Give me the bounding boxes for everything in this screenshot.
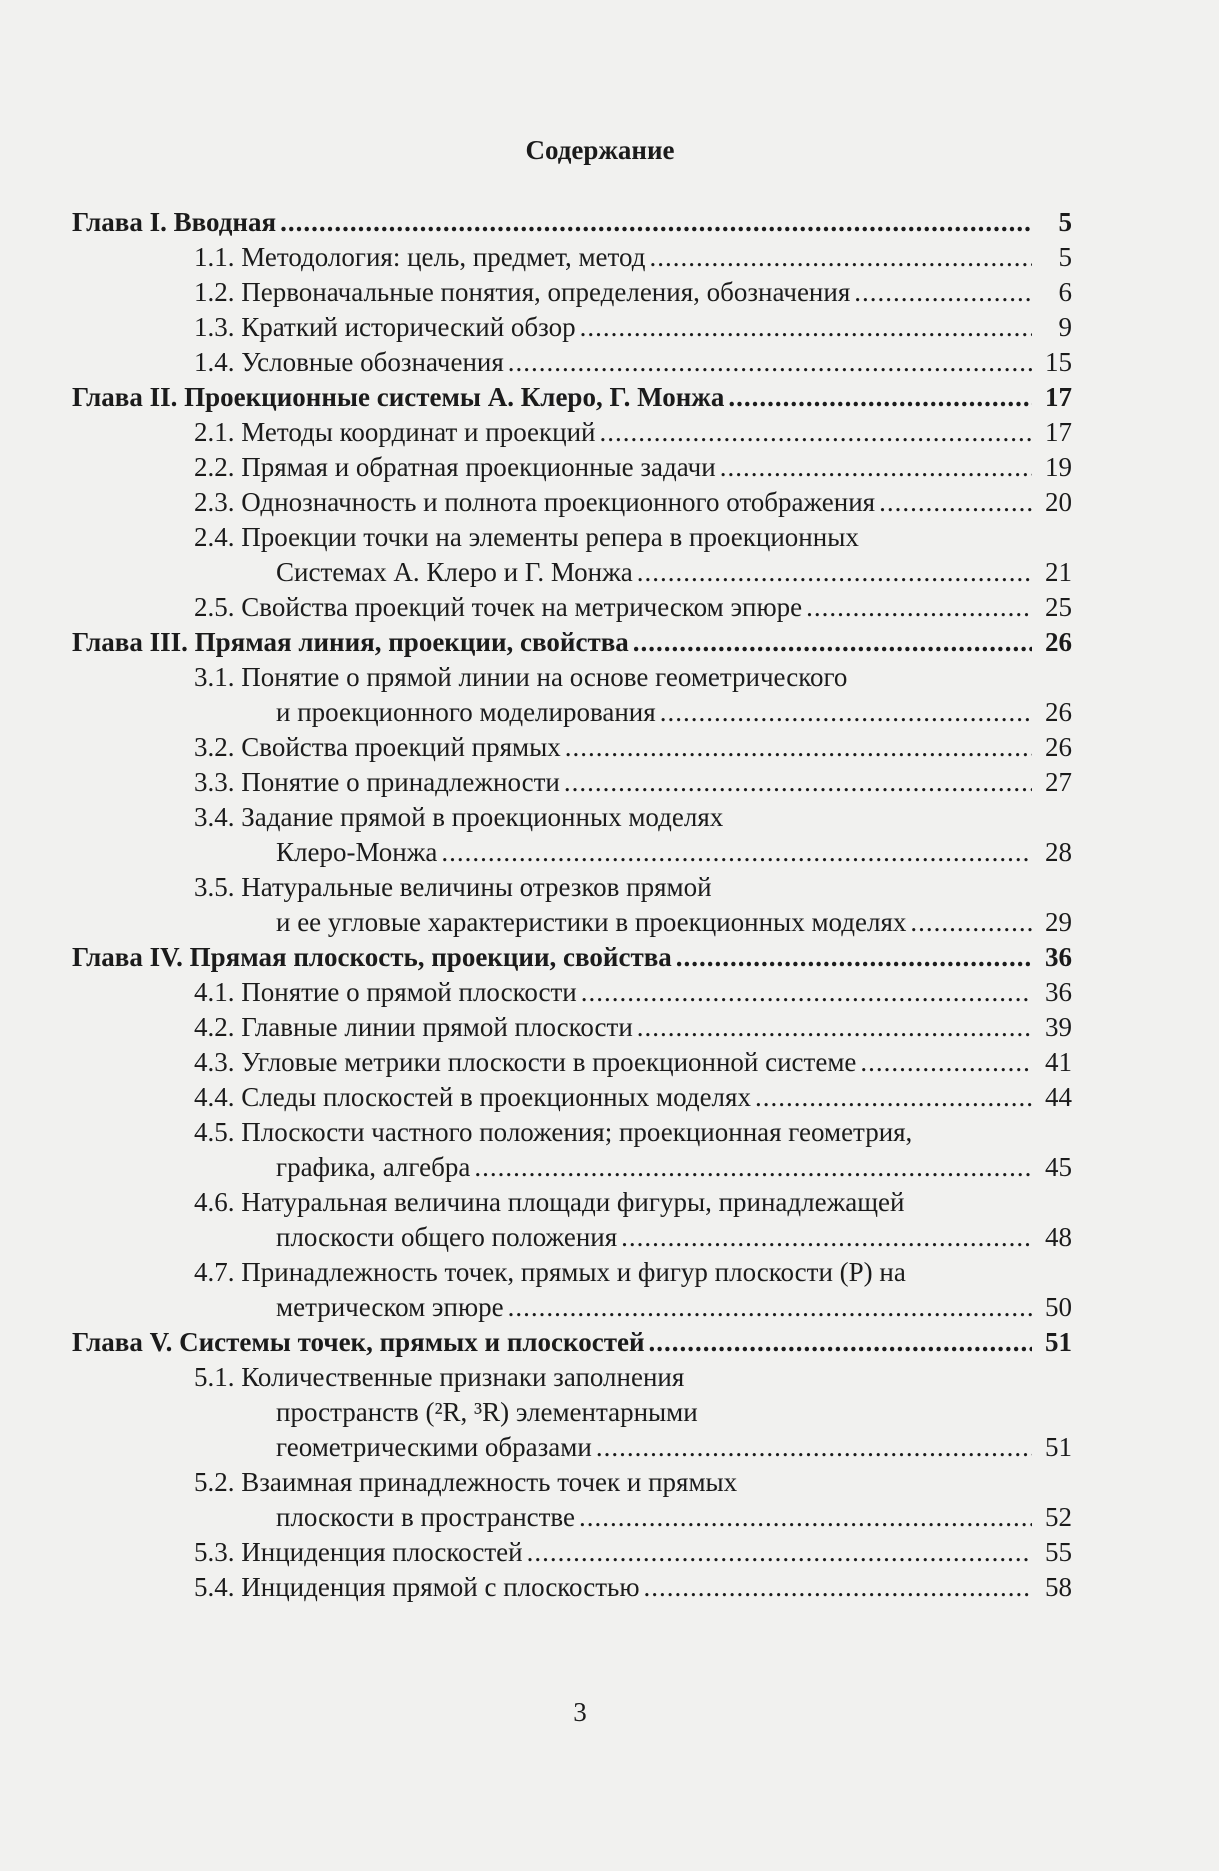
toc-section-entry [72, 520, 1072, 555]
toc-section-entry [72, 345, 1072, 380]
toc-page-number: 20 [1045, 487, 1072, 517]
toc-entry-label: 5.3. Инциденция плоскостей [194, 1537, 523, 1567]
toc-page-number: 15 [1045, 347, 1072, 377]
page-number: 3 [573, 1697, 587, 1727]
toc-entry-label: 2.4. Проекции точки на элементы репера в проекционных [194, 522, 859, 552]
toc-section-entry [72, 730, 1072, 765]
toc-page-number: 26 [1045, 732, 1072, 762]
toc-section-entry [72, 275, 1072, 310]
toc-entry-label: Глава V. Системы точек, прямых и плоскостей [72, 1327, 645, 1357]
toc-section-entry [72, 1080, 1072, 1115]
toc-entry-label: и ее угловые характеристики в проекционных моделях [276, 907, 907, 937]
toc-section-entry [72, 1535, 1072, 1570]
toc-page-number: 5 [1058, 242, 1072, 272]
toc-entry-label: 4.4. Следы плоскостей в проекционных моделях [194, 1082, 751, 1112]
toc-page-number: 36 [1045, 942, 1072, 972]
toc-page-number: 29 [1045, 907, 1072, 937]
toc-chapter-entry [72, 1325, 1072, 1360]
toc-entry-label: 3.4. Задание прямой в проекционных моделях [194, 802, 724, 832]
toc-dot-leader [441, 835, 1032, 870]
toc-entry-label: и проекционного моделирования [276, 697, 656, 727]
toc-dot-leader [854, 275, 1032, 310]
toc-entry-label: пространств (²R, ³R) элементарными [276, 1397, 698, 1427]
toc-dot-leader [806, 590, 1032, 625]
toc-entry-label: 4.6. Натуральная величина площади фигуры, принадлежащей [194, 1187, 905, 1217]
toc-page-number: 17 [1045, 382, 1072, 412]
toc-chapter-entry [72, 625, 1072, 660]
toc-page-number: 26 [1045, 697, 1072, 727]
toc-dot-leader [564, 765, 1032, 800]
toc-dot-leader [580, 310, 1032, 345]
toc-continuation-line [72, 1220, 1072, 1255]
toc-entry-label: Глава IV. Прямая плоскость, проекции, свойства [72, 942, 672, 972]
toc-dot-leader [676, 940, 1032, 975]
toc-section-entry [72, 1570, 1072, 1605]
toc-dot-leader [720, 450, 1032, 485]
toc-continuation-line [72, 1290, 1072, 1325]
toc-page-number: 51 [1045, 1432, 1072, 1462]
toc-section-entry [72, 800, 1072, 835]
toc-dot-leader [508, 345, 1032, 380]
toc-entry-label: геометрическими образами [276, 1432, 592, 1462]
toc-page-number: 51 [1045, 1327, 1072, 1357]
toc-entry-label: плоскости общего положения [276, 1222, 618, 1252]
toc-continuation-line [72, 1430, 1072, 1465]
toc-page-number: 6 [1058, 277, 1072, 307]
toc-dot-leader [633, 625, 1032, 660]
toc-dot-leader [637, 555, 1032, 590]
toc-entry-label: плоскости в пространстве [276, 1502, 576, 1532]
toc-page-number: 28 [1045, 837, 1072, 867]
toc-chapter-entry [72, 940, 1072, 975]
toc-section-entry [72, 975, 1072, 1010]
toc-entry-label: 2.1. Методы координат и проекций [194, 417, 596, 447]
toc-dot-leader [644, 1570, 1033, 1605]
toc-dot-leader [649, 240, 1032, 275]
toc-page-number: 36 [1045, 977, 1072, 1007]
toc-entry-label: 4.3. Угловые метрики плоскости в проекционной системе [194, 1047, 857, 1077]
toc-entry-label: графика, алгебра [276, 1152, 471, 1182]
toc-dot-leader [637, 1010, 1032, 1045]
toc-entry-label: 4.2. Главные линии прямой плоскости [194, 1012, 633, 1042]
toc-entry-label: Глава I. Вводная [72, 207, 277, 237]
toc-section-entry [72, 1360, 1072, 1395]
toc-chapter-entry [72, 205, 1072, 240]
toc-entry-label: 5.4. Инциденция прямой с плоскостью [194, 1572, 640, 1602]
toc-continuation-line [72, 835, 1072, 870]
toc-dot-leader [755, 1080, 1032, 1115]
toc-entry-label: 4.5. Плоскости частного положения; проекционная геометрия, [194, 1117, 913, 1147]
toc-section-entry [72, 415, 1072, 450]
toc-page-number: 39 [1045, 1012, 1072, 1042]
toc-entry-label: Глава II. Проекционные системы А. Клеро, Г. Монжа [72, 382, 725, 412]
toc-section-entry [72, 240, 1072, 275]
toc-entry-label: 3.3. Понятие о принадлежности [194, 767, 560, 797]
toc-section-entry [72, 1255, 1072, 1290]
toc-page-number: 58 [1045, 1572, 1072, 1602]
toc-dot-leader [581, 975, 1032, 1010]
toc-page-number: 45 [1045, 1152, 1072, 1182]
toc-entry-label: 5.2. Взаимная принадлежность точек и прямых [194, 1467, 738, 1497]
toc-dot-leader [527, 1535, 1032, 1570]
toc-dot-leader [280, 205, 1032, 240]
toc-entry-label: 1.3. Краткий исторический обзор [194, 312, 576, 342]
toc-section-entry [72, 1185, 1072, 1220]
toc-entry-label: Глава III. Прямая линия, проекции, свойства [72, 627, 629, 657]
toc-entry-label: 2.5. Свойства проекций точек на метрическом эпюре [194, 592, 803, 622]
toc-entry-label: 5.1. Количественные признаки заполнения [194, 1362, 685, 1392]
toc-page-number: 5 [1058, 207, 1072, 237]
toc-entry-label: 3.2. Свойства проекций прямых [194, 732, 561, 762]
toc-dot-leader [910, 905, 1032, 940]
toc-entry-label: 3.1. Понятие о прямой линии на основе геометрического [194, 662, 848, 692]
toc-page-number: 44 [1045, 1082, 1072, 1112]
toc-continuation-line [72, 555, 1072, 590]
toc-entry-label: метрическом эпюре [276, 1292, 504, 1322]
toc-page-number: 52 [1045, 1502, 1072, 1532]
toc-entry-label: 1.4. Условные обозначения [194, 347, 504, 377]
toc-dot-leader [474, 1150, 1032, 1185]
toc-section-entry [72, 1045, 1072, 1080]
toc-continuation-line [72, 905, 1072, 940]
toc-dot-leader [596, 1430, 1032, 1465]
toc-dot-leader [879, 485, 1032, 520]
toc-entry-label: 2.3. Однозначность и полнота проекционного отображения [194, 487, 876, 517]
toc-page-number: 50 [1045, 1292, 1072, 1322]
toc-entry-label: 1.2. Первоначальные понятия, определения, обозначения [194, 277, 851, 307]
toc-page-number: 48 [1045, 1222, 1072, 1252]
toc-section-entry [72, 450, 1072, 485]
toc-continuation-line [72, 1150, 1072, 1185]
toc-entry-label: 3.5. Натуральные величины отрезков прямой [194, 872, 712, 902]
toc-entry-label: Системах А. Клеро и Г. Монжа [276, 557, 633, 587]
toc-entry-label: 4.7. Принадлежность точек, прямых и фигур плоскости (P) на [194, 1257, 906, 1287]
toc-page-number: 21 [1045, 557, 1072, 587]
toc-section-entry [72, 1115, 1072, 1150]
toc-entry-label: Клеро-Монжа [276, 837, 438, 867]
toc-dot-leader [579, 1500, 1032, 1535]
toc-dot-leader [599, 415, 1032, 450]
table-of-contents [72, 205, 1072, 1605]
toc-dot-leader [621, 1220, 1032, 1255]
toc-section-entry [72, 310, 1072, 345]
toc-page-number: 26 [1045, 627, 1072, 657]
toc-section-entry [72, 765, 1072, 800]
toc-page-number: 55 [1045, 1537, 1072, 1567]
toc-section-entry [72, 485, 1072, 520]
toc-entry-label: 4.1. Понятие о прямой плоскости [194, 977, 577, 1007]
toc-entry-label: 1.1. Методология: цель, предмет, метод [194, 242, 646, 272]
toc-page-number: 27 [1045, 767, 1072, 797]
toc-section-entry [72, 870, 1072, 905]
toc-continuation-line [72, 1395, 1072, 1430]
toc-entry-label: 2.2. Прямая и обратная проекционные задачи [194, 452, 716, 482]
toc-dot-leader [565, 730, 1032, 765]
toc-page-number: 9 [1058, 312, 1072, 342]
toc-continuation-line [72, 695, 1072, 730]
toc-continuation-line [72, 1500, 1072, 1535]
toc-dot-leader [728, 380, 1032, 415]
toc-section-entry [72, 1010, 1072, 1045]
toc-section-entry [72, 1465, 1072, 1500]
toc-section-entry [72, 660, 1072, 695]
toc-page-number: 41 [1045, 1047, 1072, 1077]
toc-section-entry [72, 590, 1072, 625]
page-title: Содержание [525, 135, 675, 165]
toc-page-number: 25 [1045, 592, 1072, 622]
toc-page-number: 17 [1045, 417, 1072, 447]
toc-dot-leader [649, 1325, 1033, 1360]
toc-dot-leader [660, 695, 1032, 730]
toc-dot-leader [860, 1045, 1032, 1080]
toc-page-number: 19 [1045, 452, 1072, 482]
toc-dot-leader [508, 1290, 1032, 1325]
toc-chapter-entry [72, 380, 1072, 415]
